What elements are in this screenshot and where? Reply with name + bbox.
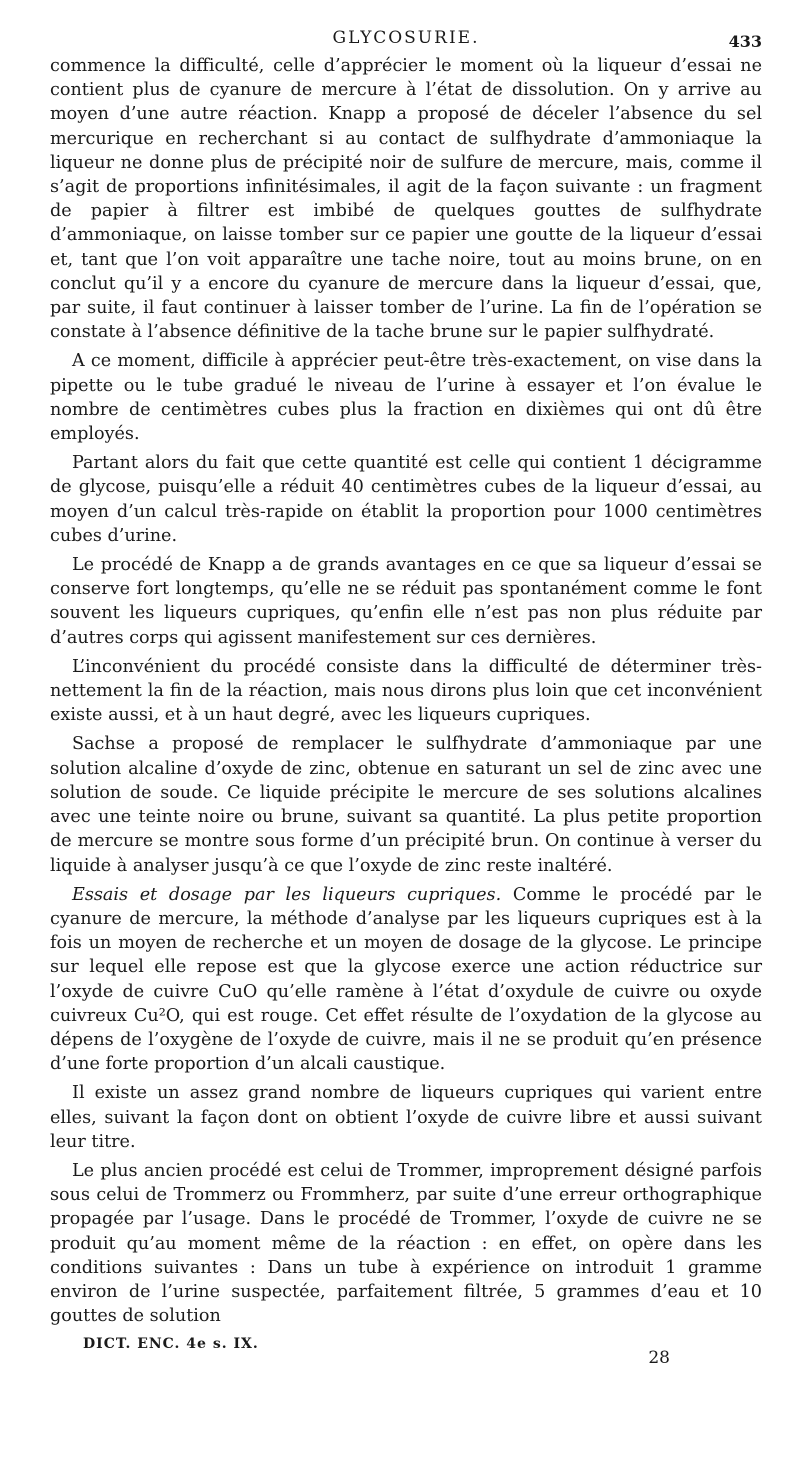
- paragraph: Il existe un assez grand nombre de liqueurs cupriques qui varient entre elles, suivant la façon dont on obtient l’oxyde de cuivre libre et aussi suivant leur titre.: [50, 1083, 762, 1152]
- printer-signature: DICT. ENC. 4e s. IX.: [83, 1336, 259, 1353]
- signature-number: 28: [648, 1348, 670, 1369]
- paragraph: Le procédé de Knapp a de grands avantages en ce que sa liqueur d’essai se conserve fort longtemps, qu’elle ne se réduit pas spontanément comme le font souvent les liqueurs cupriques, qu’enfin elle n’est pas non plus réduite par d’autres corps qui agissent manifestement sur ces dernières.: [50, 555, 762, 648]
- body-text: [50, 54, 762, 1328]
- paragraph-continuation: commence la difficulté, celle d’apprécier le moment où la liqueur d’essai ne contient plus de cyanure de mercure à l’état de dissolution. On y arrive au moyen d’une autre réaction. Knapp a proposé de déceler l’absence du sel mercurique en recherchant si au contact de sulfhydrate d’ammoniaque la liqueur ne donne plus de précipité noir de sulfure de mercure, mais, comme il s’agit de proportions infinitésimales, il agit de la façon suivante : un fragment de papier à filtrer est imbibé de quelques gouttes de sulfhydrate d’ammoniaque, on laisse tomber sur ce papier une goutte de la liqueur d’essai et, tant que l’on voit apparaître une tache noire, tout au moins brune, on en conclut qu’il y a encore du cyanure de mercure dans la liqueur d’essai, que, par suite, il faut continuer à laisser tomber de l’urine. La fin de l’opération se constate à l’absence définitive de la tache brune sur le papier sulfhydraté.: [50, 56, 762, 343]
- document-page: [50, 28, 762, 1376]
- running-head: [50, 28, 762, 54]
- paragraph: Sachse a proposé de remplacer le sulfhydrate d’ammoniaque par une solution alcaline d’oxyde de zinc, obtenue en saturant un sel de zinc avec une solution de soude. Ce liquide précipite le mercure de ses solutions alcalines avec une teinte noire ou brune, suivant sa quantité. La plus petite proportion de mercure se montre sous forme d’un précipité brun. On continue à verser du liquide à analyser jusqu’à ce que l’oxyde de zinc reste inaltéré.: [50, 734, 762, 876]
- paragraph: L’inconvénient du procédé consiste dans la difficulté de déterminer très-nettement la fin de la réaction, mais nous dirons plus loin que cet inconvénient existe aussi, et à un haut degré, avec les liqueurs cupriques.: [50, 656, 762, 726]
- paragraph: A ce moment, difficile à apprécier peut-être très-exactement, on vise dans la pipette ou le tube gradué le niveau de l’urine à essayer et l’on évalue le nombre de centimètres cubes plus la fraction en dixièmes qui ont dû être employés.: [50, 351, 762, 445]
- paragraph: Le plus ancien procédé est celui de Trommer, improprement désigné parfois sous celui de Trommerz ou Frommherz, par suite d’une erreur orthographique propagée par l’usage. Dans le procédé de Trommer, l’oxyde de cuivre ne se produit qu’au moment même de la réaction : en effet, on opère dans les conditions suivantes : Dans un tube à expérience on introduit 1 gramme environ de l’urine suspectée, parfaitement filtrée, 5 grammes d’eau et 10 gouttes de solution: [50, 1160, 762, 1327]
- paragraph: Partant alors du fait que cette quantité est celle qui contient 1 décigramme de glycose, puisqu’elle a réduit 40 centimètres cubes de la liqueur d’essai, au moyen d’un calcul très-rapide on établit la proportion pour 1000 centimètres cubes d’urine.: [50, 453, 762, 546]
- section-lead: Essais et dosage par les liqueurs cupriques.: [72, 884, 502, 905]
- paragraph-essais: [50, 883, 762, 1077]
- running-title: GLYCOSURIE.: [332, 28, 480, 48]
- page-number: 433: [728, 32, 762, 51]
- page-footer: [50, 1336, 762, 1376]
- section-text: Comme le procédé par le cyanure de mercure, la méthode d’analyse par les liqueurs cupriques est à la fois un moyen de recherche et un moyen de dosage de la glycose. Le principe sur lequel elle repose est que la glycose exerce une action réductrice sur l’oxyde de cuivre CuO qu’elle ramène à l’état d’oxydule de cuivre ou oxyde cuivreux Cu²O, qui est rouge. Cet effet résulte de l’oxydation de la glycose au dépens de l’oxygène de l’oxyde de cuivre, mais il ne se produit qu’en présence d’une forte proportion d’un alcali caustique.: [50, 884, 762, 1075]
